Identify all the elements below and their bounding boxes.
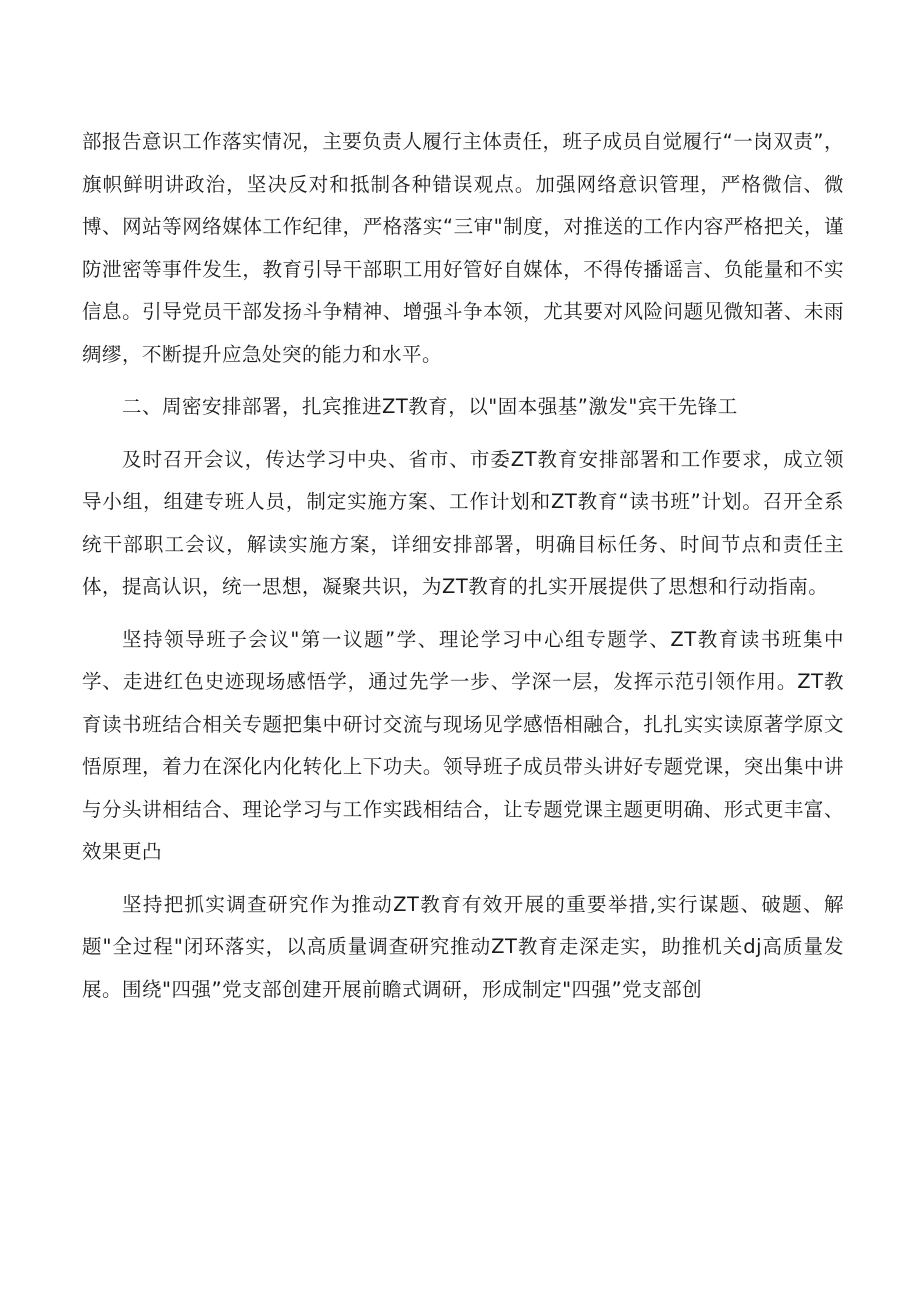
- section-heading-two: 二、周密安排部署，扎宾推进ZT教育，以"固本强基”激发"宾干先锋工: [122, 395, 738, 418]
- paragraph-convene-meeting: 及时召开会议，传达学习中央、省市、市委ZT教育安排部署和工作要求，成立领导小组，组建专班人员，制定实施方案、工作计划和ZT教育“读书班”计划。召开全系统干部职工会议，解读实施方案，详细安排部署，明确目标任务、时间节点和责任主体，提高认识，统一思想，凝聚共识，为ZT教育的扎实开展提供了思想和行动指南。: [82, 447, 844, 598]
- document-page: [82, 121, 844, 1011]
- paragraph-reporting-responsibility: 部报告意识工作落实情况，主要负责人履行主体责任，班子成员自觉履行“一岗双责”，旗帜鲜明讲政治，坚决反对和抵制各种错误观点。加强网络意识管理，严格微信、微博、网站等网络媒体工作纪律，严格落实“三审"制度，对推送的工作内容严格把关，谨防泄密等事件发生，教育引导干部职工用好管好自媒体，不得传播谣言、负能量和不实信息。引导党员干部发扬斗争精神、增强斗争本领，尤其要对风险问题见微知著、未雨绸缪，不断提升应急处突的能力和水平。: [82, 130, 844, 366]
- paragraph-leadership-study: 坚持领导班子会议"第一议题”学、理论学习中心组专题学、ZT教育读书班集中学、走进红色史迹现场感悟学，通过先学一步、学深一层，发挥示范引领作用。ZT教育读书班结合相关专题把集中研讨交流与现场见学感悟相融合，扎扎实实读原著学原文悟原理，着力在深化内化转化上下功夫。领导班子成员带头讲好专题党课，突出集中讲与分头讲相结合、理论学习与工作实践相结合，让专题党课主题更明确、形式更丰富、效果更凸: [82, 627, 844, 863]
- paragraph-research-survey: 坚持把抓实调查研究作为推动ZT教育有效开展的重要举措,实行谋题、破题、解题"全过程"闭环落实，以高质量调查研究推动ZT教育走深走实，助推机关dj高质量发展。围绕"四强”党支部创建开展前瞻式调研，形成制定"四强”党支部创: [82, 892, 844, 1001]
